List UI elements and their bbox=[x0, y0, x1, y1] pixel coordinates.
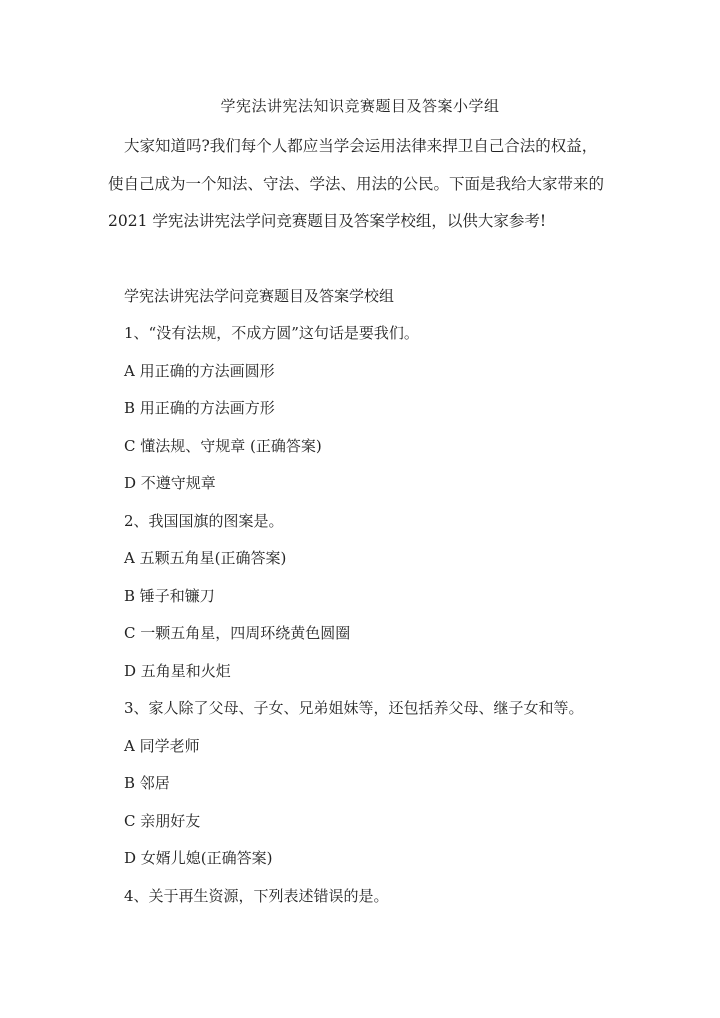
document-title: 学宪法讲宪法知识竞赛题目及答案小学组 bbox=[220, 97, 500, 115]
q1-option-a: A 用正确的方法画圆形 bbox=[124, 362, 275, 380]
section-subtitle: 学宪法讲宪法学问竞赛题目及答案学校组 bbox=[124, 287, 395, 305]
intro-line-2: 使自己成为一个知法、守法、学法、用法的公民。下面是我给大家带来的 bbox=[108, 175, 605, 193]
q2-option-d: D 五角星和火炬 bbox=[124, 662, 231, 680]
q1-option-c: C 懂法规、守规章 (正确答案) bbox=[124, 437, 322, 455]
q1-option-b: B 用正确的方法画方形 bbox=[124, 399, 275, 417]
q3-option-c: C 亲朋好友 bbox=[124, 812, 201, 830]
q2-option-b: B 锤子和镰刀 bbox=[124, 587, 215, 605]
q1-option-d: D 不遵守规章 bbox=[124, 474, 216, 492]
q2-option-c: C 一颗五角星，四周环绕黄色圆圈 bbox=[124, 624, 351, 642]
q3-option-d: D 女婿儿媳(正确答案) bbox=[124, 849, 273, 867]
q2-option-a: A 五颗五角星(正确答案) bbox=[124, 549, 287, 567]
question-1: 1、“没有法规，不成方圆”这句话是要我们。 bbox=[124, 324, 419, 342]
intro-line-1: 大家知道吗?我们每个人都应当学会运用法律来捍卫自己合法的权益， bbox=[124, 137, 598, 155]
q3-option-b: B 邻居 bbox=[124, 774, 170, 792]
question-4: 4、关于再生资源，下列表述错误的是。 bbox=[124, 887, 389, 905]
question-2: 2、我国国旗的图案是。 bbox=[124, 512, 284, 530]
question-3: 3、家人除了父母、子女、兄弟姐妹等，还包括养父母、继子女和等。 bbox=[124, 699, 584, 717]
q3-option-a: A 同学老师 bbox=[124, 737, 200, 755]
intro-line-3: 2021 学宪法讲宪法学问竞赛题目及答案学校组，以供大家参考! bbox=[108, 212, 547, 230]
